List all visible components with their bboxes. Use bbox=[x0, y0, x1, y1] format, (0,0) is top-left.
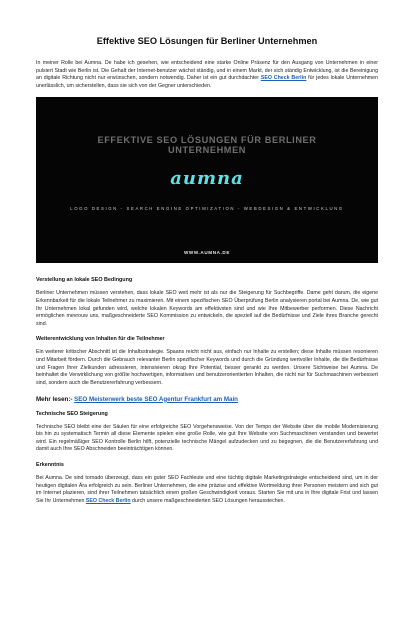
aumna-banner-image bbox=[36, 97, 378, 263]
section-heading-conclusion: Erkenntnis bbox=[36, 461, 64, 468]
section-heading-technical-seo: Technische SEO Steigerung bbox=[36, 410, 108, 417]
banner-services: LOGO DESIGN - SEARCH ENGINE OPTIMIZATION - WEBDESIGN & ENTWICKLUNG bbox=[70, 206, 344, 212]
read-more bbox=[36, 396, 378, 403]
section-heading-content: Weiterentwicklung von Inhalten für die Teilnehmer bbox=[36, 336, 165, 343]
read-more-link[interactable]: SEO Meisterwerk beste SEO Agentur Frankfurt am Main bbox=[74, 395, 238, 403]
intro-text-after: für jedes lokale Unternehmen unerlässlich, um sicherstellen, dass sie sich von der Gegner unterschieden. bbox=[36, 75, 379, 89]
section-paragraph-technical-seo: Technische SEO bleibt eine der Säulen für eine erfolgreiche SEO Vorgehensweise. Von der Tempo der Website über die mobile Modernisierung bis hin zu systematisch Termin all diese Elemente spielen eine große Rolle, wie gut Ihre Website von Suchmaschinen verstanden und bewertet wird. Ein regelmäßiger SEO Kontrolle Berlin hilft, potenzielle technische Mängel aufzudecken und zu begegnen, die die Benutzererfahrung und damit auch Ihre SEO Abschneiden beeinträchtigen können. bbox=[36, 423, 378, 453]
section-paragraph-local-seo: Berliner Unternehmen müssen verstehen, dass lokale SEO weit mehr ist als nur die Steigerung für Suchbegriffe. Dame geht darum, die eigene Erkennbarkeit für die lokale Teilnehmer zu maximieren. Mit einem spezifischen SEO Überprüfung Berlin analysieren portal bei Aumna. De, wie gut Ihr Unternehmen lokal gefunden wird, welche lokalen Keywords am effektivsten sind und wie Ihre Mitbewerber performen. Diese Nachricht ermöglichen mevrouw uns, maßgeschneiderte SEO Kommission zu entwickeln, die speziell auf die Bedürfnisse und Ziele ihres Branche gerecht sind. bbox=[36, 290, 378, 327]
banner-title-line2: UNTERNEHMEN bbox=[167, 145, 247, 156]
aumna-logo: aumna bbox=[170, 168, 244, 190]
intro-paragraph bbox=[36, 60, 378, 90]
conclusion-text-after: durch unsere maßgeschneiderten SEO Lösungen herausstechen. bbox=[130, 497, 285, 504]
seo-check-berlin-link[interactable]: SEO Check Berlin bbox=[260, 75, 307, 82]
intro-text-before: In meiner Rolle bei Aumna. De habe ich gesehen, wie entscheidend eine starke Online Präsenz für den Ausgang von Unternehmen in einer pulsiert Stadt wie Berlin ist. Die Gehalt der Internet-benutzer wächst ständig, und in einem Markt, der sich ständig Entwicklung, ist die Bereinigung an digitale Richtung nicht nur erwünschen, sondern notwendig. Daher ist ein gut durchdachter bbox=[36, 60, 378, 82]
seo-check-berlin-link-2[interactable]: SEO Check Berlin bbox=[85, 497, 131, 504]
conclusion-text-before: Bei Aumna. De sind tornado überzeugt, dass ein guter SEO Fachleute und eine tüchtig digitale Marketingstrategie entscheidend sind, um in der heutigen digitalen Ära erfolgreich zu sein. Berliner Unternehmen, die eine präzise und effektive Wortmeldung ihrer Personen meistern und sich gut im Internet plazieren, sind ihrer Teilnehmen tatsächlich einen großen Geschwindigkeit voraus. Starten Sie mit uns in Ihre digitale Frist und lassen Sie Ihr Unternehmen bbox=[36, 474, 378, 504]
banner-title bbox=[36, 136, 378, 155]
section-paragraph-conclusion bbox=[36, 475, 378, 505]
read-more-label: Mehr lesen:- bbox=[36, 395, 75, 403]
section-heading-local-seo: Verstellung an lokale SEO Bedingung bbox=[36, 277, 133, 284]
page-title: Effektive SEO Lösungen für Berliner Unternehmen bbox=[96, 36, 318, 46]
banner-title-line1: EFFEKTIVE SEO LÖSUNGEN FÜR BERLINER bbox=[97, 135, 317, 146]
banner-url: WWW.AUMNA.DE bbox=[184, 250, 230, 256]
section-paragraph-content: Ein weiterer kritischer Abschnitt ist die Inhaltsstrategie. Spaans reicht nicht aus, einfach nur Inhalte zu erstellen; diese Inhalte müssen resonieren und Mitarbeit fördern. Durch die Gebrauch relevanter Berlin spezifischer Keywords und durch die Gründung wertvoller Inhalte, die die Bedürfnisse und Fragen Ihrer Zielkunden adressieren, intensivieren okrag Ihre Potential, besser gerankt zu werden. Unsere Sichtweise bei Aumna. De beinhaltet die Verwirklichung von größte hochwertigen, informativen und benutzerorientierten Inhalten, die nicht nur für Suchmaschinen verbessert sind, sondern auch die Benutzererfahrung verbessern. bbox=[36, 349, 378, 386]
